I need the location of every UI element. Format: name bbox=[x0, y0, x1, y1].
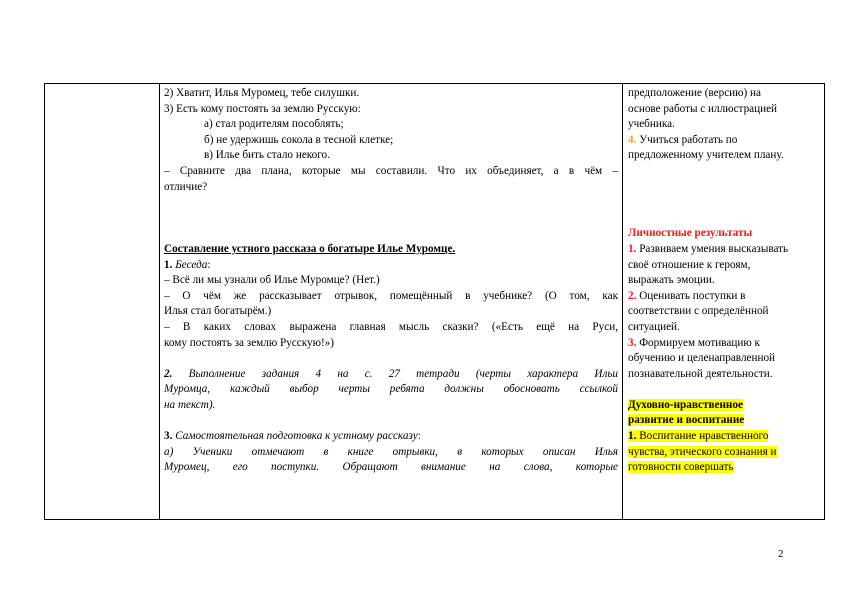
result-line: предложенному учителем плану. bbox=[628, 149, 784, 162]
result-item-4: 4. Учиться работать по bbox=[628, 133, 738, 146]
plan-subpoint-b: б) не удержишь сокола в тесной клетке; bbox=[204, 133, 394, 146]
plan-subpoint-c: в) Илье бить стало некого. bbox=[204, 149, 330, 162]
task-line-2: Муромца, каждый выбор черты ребята должны обосновать ссылкой bbox=[164, 383, 618, 396]
result-line: ситуацией. bbox=[628, 320, 680, 333]
result-line: познавательной деятельности. bbox=[628, 367, 773, 380]
result-line: обучению и целенаправленной bbox=[628, 352, 776, 365]
spiritual-item-1: 1. Воспитание нравственного bbox=[628, 430, 769, 443]
question-2: – О чём же рассказывает отрывок, помещённый в учебнике? (О том, как bbox=[164, 289, 618, 302]
task-line-3: на текст). bbox=[164, 398, 216, 411]
plan-point-3: 3) Есть кому постоять за землю Русскую: bbox=[164, 102, 361, 115]
question-3-end: кому постоять за землю Русскую!») bbox=[164, 336, 335, 349]
beseda-label: 1. Беседа: bbox=[164, 258, 211, 271]
task-line-1: 2. Выполнение задания 4 на с. 27 тетради (черты характера Ильи bbox=[164, 367, 618, 380]
plan-point-2: 2) Хватит, Илья Муромец, тебе силушки. bbox=[164, 87, 360, 99]
section-heading: Составление устного рассказа о богатыре Илье Муромце. bbox=[164, 242, 456, 255]
prep-line-2: Муромец, его поступки. Обращают внимание на слова, которые bbox=[164, 461, 618, 474]
result-line: своё отношение к героям, bbox=[628, 258, 751, 271]
compare-question: – Сравните два плана, которые мы составили. Что их объединяет, а в чём – bbox=[164, 164, 618, 177]
table-divider-right bbox=[622, 83, 623, 520]
table-divider-left bbox=[159, 83, 160, 520]
result-line: предположение (версию) на bbox=[628, 87, 761, 99]
results-column bbox=[628, 86, 822, 476]
result-line: чувства, этического сознания и bbox=[628, 445, 777, 458]
result-line: соответствии с определённой bbox=[628, 305, 769, 318]
result-line: готовности совершать bbox=[628, 461, 734, 474]
plan-subpoint-a: а) стал родителям пособлять; bbox=[204, 118, 344, 131]
question-2-end: Илья стал богатырём.) bbox=[164, 305, 272, 318]
personal-results-title: Личностные результаты bbox=[628, 227, 753, 240]
spiritual-title: Духовно-нравственное bbox=[628, 398, 743, 411]
prep-line-1: а) Ученики отмечают в книге отрывки, в которых описан Илья bbox=[164, 445, 618, 458]
prep-label: 3. Самостоятельная подготовка к устному рассказу: bbox=[164, 430, 421, 443]
question-1: – Всё ли мы узнали об Илье Муромце? (Нет.) bbox=[164, 274, 380, 287]
personal-item-1: 1. Развиваем умения высказывать bbox=[628, 242, 789, 255]
result-line: учебника. bbox=[628, 118, 675, 131]
page-number: 2 bbox=[778, 548, 784, 560]
question-3: – В каких словах выражена главная мысль сказки? («Есть ещё на Руси, bbox=[164, 320, 618, 333]
personal-item-2: 2. Оценивать поступки в bbox=[628, 289, 746, 302]
result-line: основе работы с иллюстрацией bbox=[628, 102, 778, 115]
personal-item-3: 3. Формируем мотивацию к bbox=[628, 336, 760, 349]
compare-question-end: отличие? bbox=[164, 180, 208, 193]
lesson-content-column bbox=[164, 86, 618, 476]
result-line: выражать эмоции. bbox=[628, 274, 715, 287]
spiritual-title-end: развитие и воспитание bbox=[628, 414, 745, 427]
